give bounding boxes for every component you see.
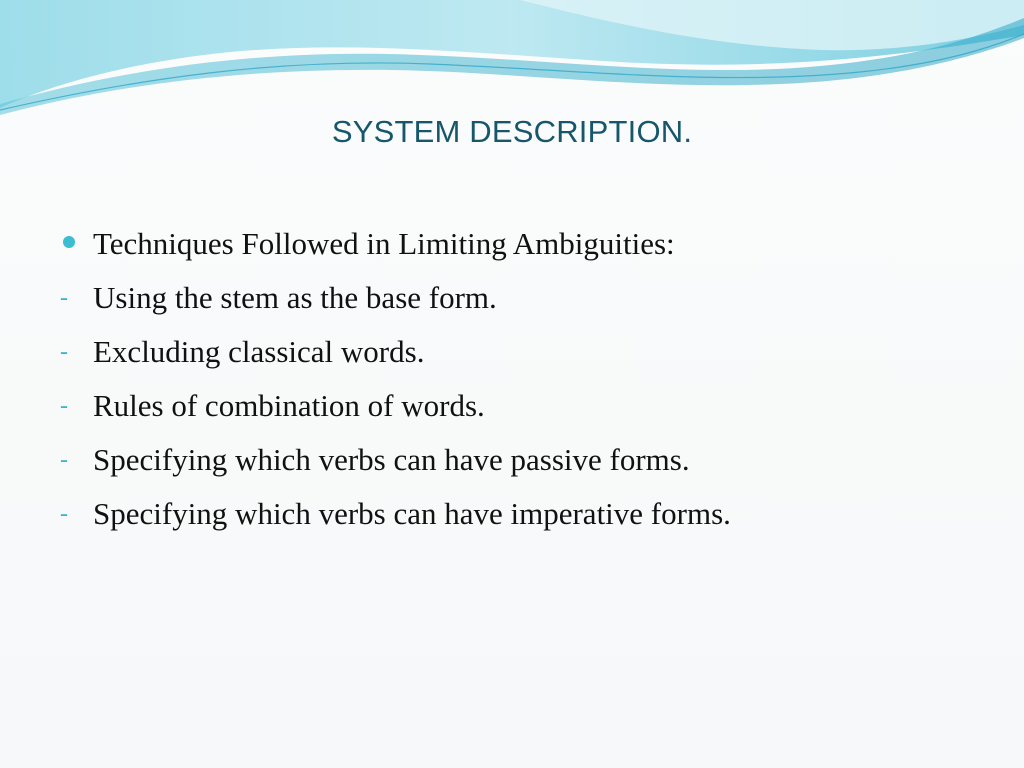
header-wave-decoration	[0, 0, 1024, 130]
list-item	[60, 276, 980, 330]
list-item-text: Rules of combination of words.	[93, 388, 485, 423]
list-item-text: Specifying which verbs can have imperative forms.	[93, 496, 731, 531]
bullet-dot-icon	[63, 236, 75, 248]
dash-marker: -	[60, 339, 68, 365]
slide-content	[60, 222, 980, 546]
dash-marker: -	[60, 447, 68, 473]
list-item-text: Excluding classical words.	[93, 334, 425, 369]
dash-marker: -	[60, 501, 68, 527]
dash-marker: -	[60, 393, 68, 419]
list-item	[60, 438, 980, 492]
dash-marker: -	[60, 285, 68, 311]
list-item-main-bullet	[60, 222, 980, 276]
list-item	[60, 492, 980, 546]
list-item	[60, 330, 980, 384]
main-bullet-text: Techniques Followed in Limiting Ambiguities:	[93, 226, 675, 261]
slide-title: SYSTEM DESCRIPTION.	[331, 114, 693, 149]
list-item-text: Specifying which verbs can have passive forms.	[93, 442, 690, 477]
list-item-text: Using the stem as the base form.	[93, 280, 497, 315]
list-item	[60, 384, 980, 438]
